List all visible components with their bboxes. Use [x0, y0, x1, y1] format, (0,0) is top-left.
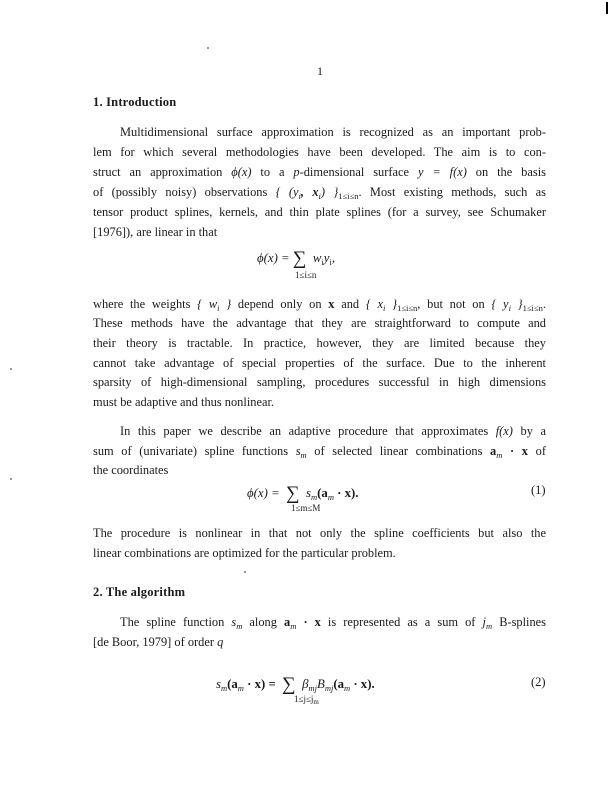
equation-linear-sum: ϕ(x) = ∑ $w_iy_i$,	[257, 248, 336, 269]
page-number: 1	[317, 64, 323, 78]
text-line: In this paper we describe an adaptive procedure that approximates f(x) by a	[120, 424, 546, 438]
text-line: struct an approximation ϕ(x) to a p-dimensional surface y = f(x) on the basis	[93, 165, 546, 179]
text-line: of (possibly noisy) observations { ($y_i$, $x_i$) }$_{1\le i\le n}$. Most existing methods, such as	[93, 185, 546, 201]
text-line: The procedure is nonlinear in that not only the spline coefficients but also the	[93, 526, 546, 540]
summation-symbol: ∑	[286, 483, 300, 504]
summation-range: $1\le j\le j_m$	[294, 694, 319, 706]
text-line: Multidimensional surface approximation is recognized as an important prob-	[120, 125, 546, 139]
scan-speck	[10, 478, 12, 480]
summation-symbol: ∑	[282, 674, 296, 695]
text-line: must be adaptive and thus nonlinear.	[93, 395, 275, 409]
summation-symbol: ∑	[292, 248, 307, 269]
text-line: where the weights { $w_i$ } depend only on x and { $x_i$ }$_{1\le i\le n}$, but not on { $y_i$ }$_{1\le i\le n}$.	[93, 297, 546, 313]
text-line: tensor product splines, kernels, and thin plate splines (for a survey, see Schumaker	[93, 205, 546, 219]
text-line: cannot take advantage of special properties of the surface. Due to the inherent	[93, 356, 546, 370]
equation-number: (2)	[531, 675, 546, 689]
text-line: [1976]), are linear in that	[93, 225, 218, 239]
equation-1: ϕ(x) = ∑ $s_m(a_m \cdot x)$.	[247, 483, 359, 504]
equation-number: (1)	[531, 483, 546, 497]
text-line: the coordinates	[93, 463, 169, 477]
text-line: sum of (univariate) spline functions $s_m$ of selected linear combinations $a_m \cdot x$ of	[93, 444, 546, 460]
section-heading-introduction: 1. Introduction	[93, 95, 177, 109]
summation-range: 1≤m≤M	[291, 503, 321, 513]
section-heading-algorithm: 2. The algorithm	[93, 585, 186, 599]
scan-speck	[207, 47, 209, 49]
text-line: lem for which several methodologies have been developed. The aim is to con-	[93, 145, 546, 159]
equation-2: $s_m(a_m \cdot x)$ = ∑ $\beta_{mj}B_{mj}(a_m \cdot x)$.	[216, 674, 375, 695]
scan-edge-mark	[606, 2, 608, 14]
text-line: sparsity of high-dimensional sampling, procedures successful in high dimensions	[93, 375, 546, 389]
text-line: their theory is tractable. In practice, however, they are limited because they	[93, 336, 546, 350]
scan-speck	[10, 368, 12, 370]
summation-range: 1≤i≤n	[295, 270, 317, 280]
text-line: linear combinations are optimized for the particular problem.	[93, 546, 396, 560]
text-line: [de Boor, 1979] of order q	[93, 635, 224, 649]
text-line: The spline function $s_m$ along $a_m \cdot x$ is represented as a sum of $j_m$ B-splines	[120, 615, 546, 631]
text-line: These methods have the advantage that they are straightforward to compute and	[93, 316, 546, 330]
scan-speck	[244, 571, 246, 573]
